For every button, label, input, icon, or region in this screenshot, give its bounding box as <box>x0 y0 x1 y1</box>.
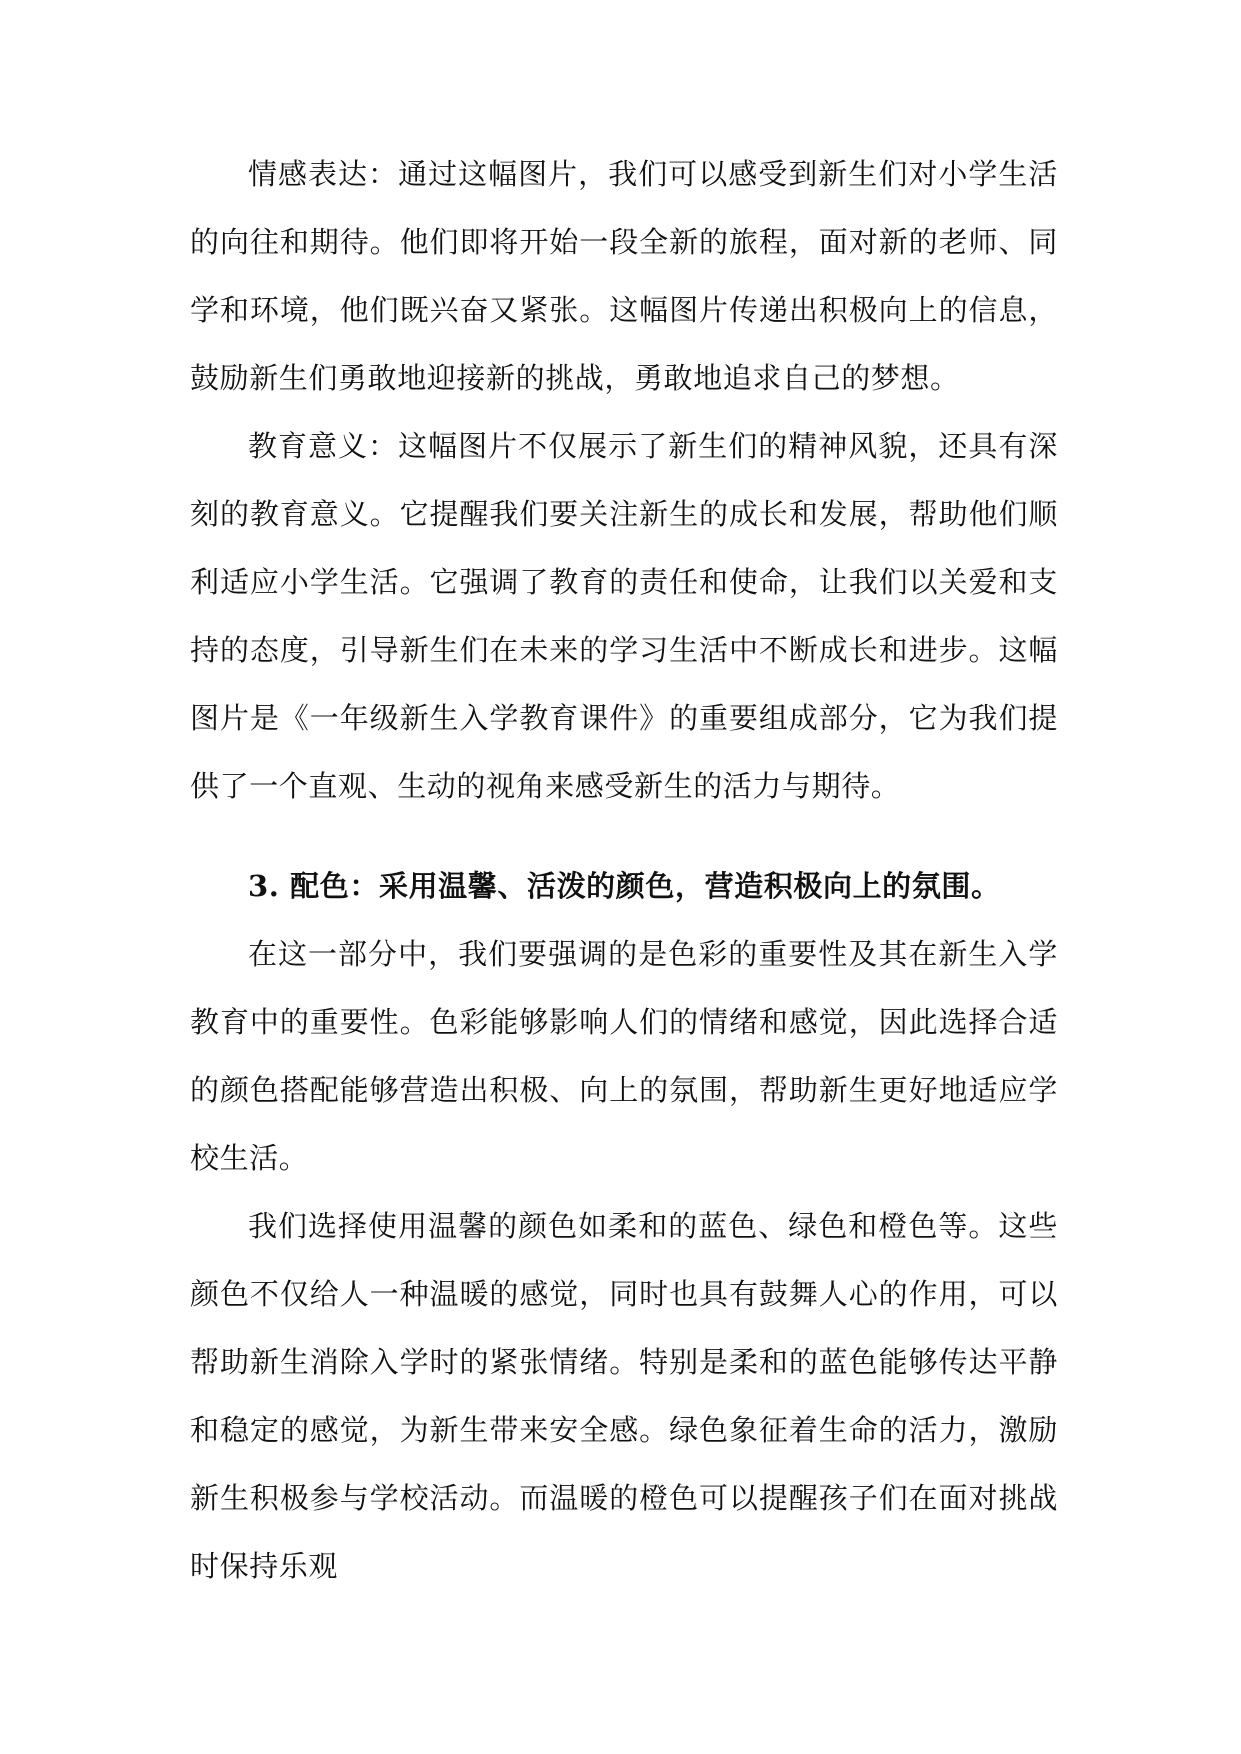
paragraph-color-importance: 在这一部分中，我们要强调的是色彩的重要性及其在新生入学教育中的重要性。色彩能够影响人们的情绪和感觉，因此选择合适的颜色搭配能够营造出积极、向上的氛围，帮助新生更好地适应学校生活。 <box>190 937 1058 1175</box>
paragraph-educational-significance: 教育意义：这幅图片不仅展示了新生们的精神风貌，还具有深刻的教育意义。它提醒我们要关注新生的成长和发展，帮助他们顺利适应小学生活。它强调了教育的责任和使命，让我们以关爱和支持的态度，引导新生们在未来的学习生活中不断成长和进步。这幅图片是《一年级新生入学教育课件》的重要组成部分，它为我们提供了一个直观、生动的视角来感受新生的活力与期待。 <box>190 429 1058 803</box>
document-page <box>190 140 1058 1600</box>
section-heading-color-scheme: 3. 配色：采用温馨、活泼的颜色，营造积极向上的氛围。 <box>248 869 1001 903</box>
paragraph-emotional-expression: 情感表达：通过这幅图片，我们可以感受到新生们对小学生活的向往和期待。他们即将开始一段全新的旅程，面对新的老师、同学和环境，他们既兴奋又紧张。这幅图片传递出积极向上的信息，鼓励新生们勇敢地迎接新的挑战，勇敢地追求自己的梦想。 <box>190 157 1058 395</box>
paragraph-warm-colors: 我们选择使用温馨的颜色如柔和的蓝色、绿色和橙色等。这些颜色不仅给人一种温暖的感觉，同时也具有鼓舞人心的作用，可以帮助新生消除入学时的紧张情绪。特别是柔和的蓝色能够传达平静和稳定的感觉，为新生带来安全感。绿色象征着生命的活力，激励新生积极参与学校活动。而温暖的橙色可以提醒孩子们在面对挑战时保持乐观 <box>190 1209 1058 1583</box>
